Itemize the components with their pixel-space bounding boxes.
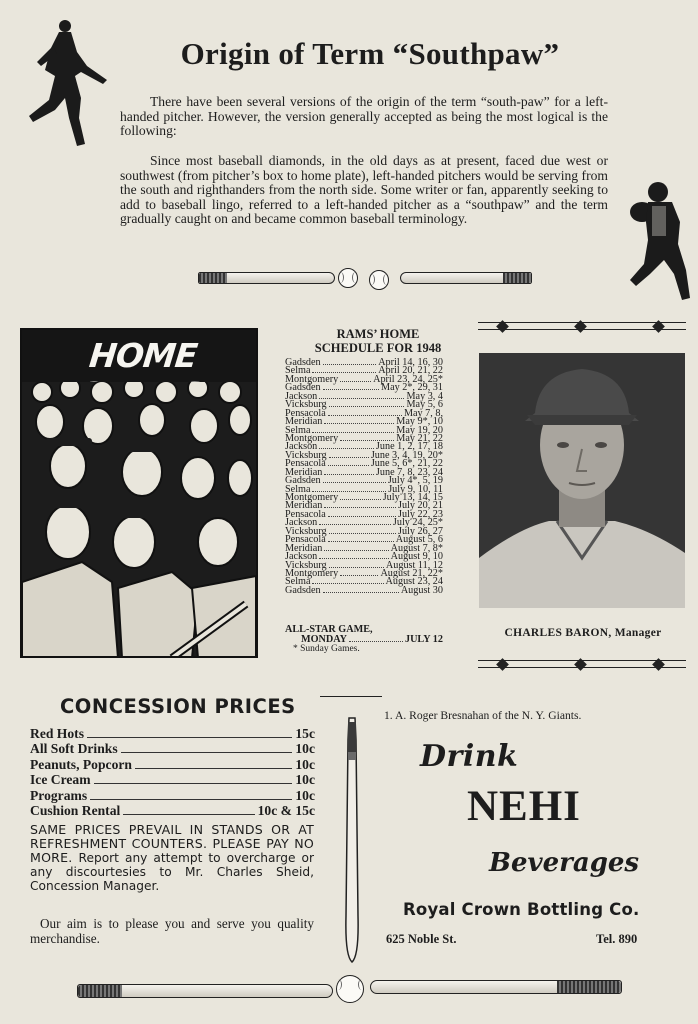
leader-dots [340, 493, 381, 500]
leader-dots [323, 383, 379, 390]
allstar-date: JULY 12 [404, 634, 443, 645]
manager-photo [479, 353, 685, 608]
leader-dots [319, 442, 374, 449]
schedule-team: Montgomery [285, 432, 339, 444]
schedule-heading [283, 327, 473, 355]
price-row [30, 757, 315, 772]
bat-bottom-right-decoration [370, 980, 622, 994]
concession-aim: Our aim is to please you and serve you quality merchandise. [30, 916, 314, 946]
schedule-dates: July 26, 27 [398, 525, 443, 537]
schedule-team: Jackson [285, 517, 318, 529]
sunday-note: * Sunday Games. [293, 644, 360, 654]
schedule-dates: June 7, 8, 23, 24 [375, 466, 443, 478]
notice-rest: Report any attempt to overcharge or any discourtesies to Mr. Charles Sheid, Concession Manager. [30, 851, 315, 893]
price-list [30, 726, 315, 818]
price-item-price: 10c [295, 741, 315, 757]
schedule-dates: August 11, 12 [385, 559, 443, 571]
schedule-team: Jackson [285, 390, 318, 402]
leader-dots [329, 451, 369, 458]
schedule-dates: July 4*, 5, 19 [387, 475, 443, 487]
baseball-icon [338, 268, 358, 288]
notice-caps: SAME PRICES PREVAIL IN STANDS OR AT REFRESHMENT COUNTERS. PLEASE PAY NO MORE. [30, 822, 314, 865]
price-item-name: Peanuts, Popcorn [30, 756, 132, 772]
leader-dots [324, 501, 396, 508]
schedule-dates: June 1, 2, 17, 18 [375, 441, 443, 453]
schedule-team: Selma [285, 576, 311, 588]
price-item-name: Programs [30, 787, 88, 803]
schedule-team: Selma [285, 483, 311, 495]
origin-paragraph: Since most baseball diamonds, in the old days as at present, faced due west or southwest (from pitcher’s box to home plate), left-handed pitchers would be serving from the south and righthanders from the north side. Some writer or fan, apparently seeking to add to baseball lingo, referred to a left-handed pitcher as a “southpaw” and the term gradually caught on and became common baseball terminology. [120, 153, 608, 227]
leader-line [94, 774, 293, 784]
leader-dots [328, 510, 396, 517]
schedule-heading-line2: SCHEDULE FOR 1948 [314, 341, 442, 355]
baseball-icon [336, 975, 364, 1003]
price-item-name: Red Hots [30, 726, 84, 741]
bat-left-decoration [198, 272, 335, 284]
schedule-team: Selma [285, 424, 311, 436]
schedule-dates: May 19, 20 [396, 424, 443, 436]
price-item-price: 10c [295, 787, 315, 803]
schedule-team: Vicksburg [285, 559, 327, 571]
leader-dots [319, 552, 388, 559]
leader-line [90, 790, 292, 800]
price-item-price: 15c [295, 726, 315, 741]
price-item-name: All Soft Drinks [30, 741, 118, 757]
leader-dots [340, 375, 371, 382]
schedule-dates: May 2*, 29, 31 [381, 382, 443, 394]
schedule-team: Montgomery [285, 492, 339, 503]
divider [320, 696, 382, 697]
crowd-drawing [22, 382, 256, 658]
schedule-team: Gadsden [285, 584, 321, 596]
page-title: Origin of Term “Southpaw” [180, 36, 560, 71]
schedule-dates: August 23, 24 [385, 576, 443, 588]
schedule-team: Pensacola [285, 534, 326, 546]
schedule-dates: July 13, 14, 15 [382, 492, 443, 503]
schedule-dates: April 23, 24, 25* [373, 373, 443, 385]
schedule-dates: May 9*, 10 [396, 416, 443, 428]
price-item-name: Cushion Rental [30, 802, 121, 818]
leader-line [121, 743, 293, 753]
schedule-dates: July 9, 10, 11 [388, 483, 443, 495]
leader-dots [324, 417, 394, 424]
schedule-dates: April 20, 21, 22 [378, 365, 443, 377]
price-row [30, 772, 315, 787]
pitcher-illustration [15, 18, 115, 153]
schedule-team: Jackson [285, 441, 318, 453]
schedule-dates: May 7, 8, [403, 407, 443, 419]
leader-line [87, 728, 292, 738]
schedule-dates: May 21, 22 [396, 432, 443, 444]
schedule-team: Meridian [285, 500, 323, 512]
schedule-dates: August 30 [400, 584, 443, 596]
allstar-game [285, 625, 443, 645]
ad-brand: NEHI [467, 783, 581, 830]
ad-beverages: Beverages [489, 848, 640, 878]
leader-dots [329, 561, 384, 568]
ad-bottler: Royal Crown Bottling Co. [403, 900, 640, 919]
schedule-row [285, 586, 443, 594]
schedule-dates: June 3, 4, 19, 20* [370, 449, 443, 461]
ornamental-rule [478, 660, 686, 668]
leader-dots [319, 392, 404, 399]
price-row [30, 788, 315, 803]
leader-dots [328, 535, 394, 542]
leader-dots [329, 527, 396, 534]
leader-dots [312, 577, 383, 584]
schedule-team: Pensacola [285, 458, 326, 470]
leader-dots [319, 518, 391, 525]
schedule-list [285, 358, 443, 594]
ad-phone: Tel. 890 [596, 932, 638, 946]
schedule-team: Montgomery [285, 373, 339, 385]
schedule-dates: July 24, 25* [392, 517, 443, 529]
ad-drink: Drink [420, 739, 519, 774]
schedule-team: Meridian [285, 466, 323, 478]
schedule-team: Vicksburg [285, 525, 327, 537]
allstar-day: MONDAY [301, 634, 348, 645]
leader-dots [323, 586, 399, 593]
leader-dots [312, 485, 386, 492]
schedule-team: Gadsden [285, 357, 321, 368]
schedule-team: Gadsden [285, 382, 321, 394]
price-item-name: Ice Cream [30, 772, 91, 788]
leader-dots [328, 459, 369, 466]
schedule-team: Pensacola [285, 407, 326, 419]
leader-dots [323, 476, 386, 483]
schedule-team: Selma [285, 365, 311, 377]
schedule-team: Jackson [285, 551, 318, 563]
schedule-team: Meridian [285, 416, 323, 428]
price-row [30, 726, 315, 741]
schedule-dates: May 5, 6 [406, 399, 443, 411]
bat-vertical-decoration [344, 716, 360, 964]
schedule-dates: July 20, 21 [398, 500, 443, 512]
leader-dots [324, 544, 388, 551]
leader-line [135, 759, 292, 769]
leader-dots [324, 468, 374, 475]
schedule-team: Gadsden [285, 475, 321, 487]
concession-notice [30, 823, 314, 893]
leader-dots [340, 569, 378, 576]
price-item-price: 10c & 15c [257, 802, 315, 818]
price-row [30, 741, 315, 756]
schedule-dates: August 9, 10 [390, 551, 443, 563]
ornamental-rule [478, 322, 686, 330]
home-games-title: HOME [87, 336, 199, 375]
schedule-team: Vicksburg [285, 449, 327, 461]
leader-dots [323, 358, 377, 365]
schedule-dates: June 5, 6*, 21, 22 [370, 458, 443, 470]
baseball-icon [369, 270, 389, 290]
schedule-team: Vicksburg [285, 399, 327, 411]
schedule-team: Meridian [285, 542, 323, 554]
schedule-dates: August 5, 6 [395, 534, 443, 546]
schedule-team: Montgomery [285, 567, 339, 579]
schedule-heading-line1: RAMS’ HOME [336, 327, 420, 341]
schedule-dates: April 14, 16, 30 [378, 357, 443, 368]
leader-dots [340, 434, 394, 441]
footnote: 1. A. Roger Bresnahan of the N. Y. Giants. [384, 709, 582, 722]
manager-portrait [479, 353, 685, 608]
bat-right-decoration [400, 272, 532, 284]
leader-dots [312, 426, 394, 433]
price-row [30, 803, 315, 818]
concession-title: CONCESSION PRICES [60, 695, 296, 718]
allstar-label: ALL-STAR GAME, [285, 624, 373, 635]
schedule-dates: August 7, 8* [390, 542, 443, 554]
leader-dots [328, 409, 402, 416]
leader-dots [329, 400, 405, 407]
manager-caption: CHARLES BARON, Manager [504, 627, 662, 639]
catcher-illustration [620, 178, 695, 310]
ad-address: 625 Noble St. [386, 932, 457, 946]
bat-bottom-left-decoration [77, 984, 333, 998]
home-games-illustration [20, 328, 258, 658]
schedule-dates: May 3, 4 [406, 390, 443, 402]
schedule-dates: August 21, 22* [380, 567, 443, 579]
leader-line [123, 805, 254, 815]
schedule-dates: July 22, 23 [398, 508, 443, 520]
schedule-team: Pensacola [285, 508, 326, 520]
intro-paragraph: There have been several versions of the origin of the term “south-paw” for a left-handed pitcher. However, the version generally accepted as being the most logical is the following: [120, 94, 608, 139]
price-item-price: 10c [295, 772, 315, 788]
leader-dots [312, 366, 376, 373]
price-item-price: 10c [295, 756, 315, 772]
